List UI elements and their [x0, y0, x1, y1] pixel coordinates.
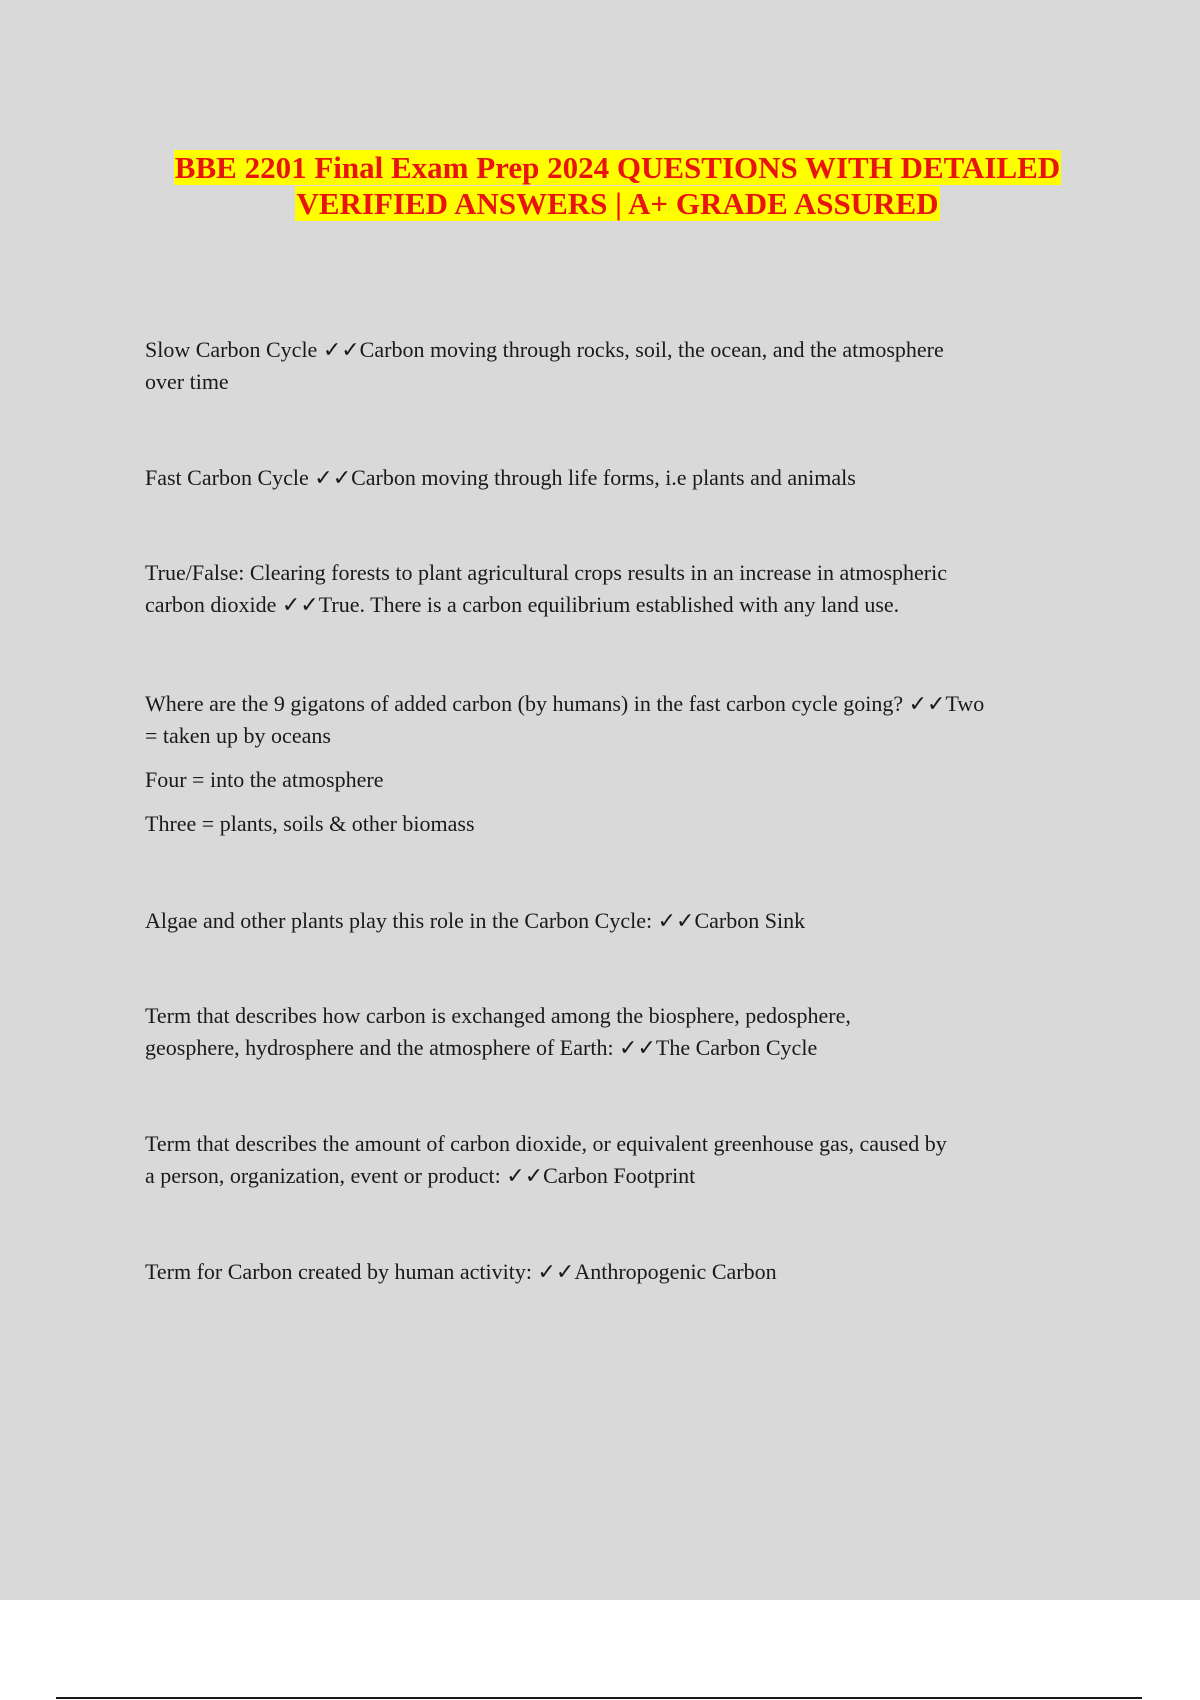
qa-line: Term for Carbon created by human activity: ✓✓Anthropogenic Carbon — [145, 1259, 777, 1284]
document-title — [120, 150, 1115, 222]
footer-divider — [56, 1697, 1142, 1699]
qa-entry-fast-carbon-cycle — [145, 462, 1080, 494]
qa-line: = taken up by oceans — [145, 723, 331, 748]
qa-entry-nine-gigatons — [145, 688, 1080, 840]
qa-entry-algae-role — [145, 905, 1080, 937]
qa-line: a person, organization, event or product: ✓✓Carbon Footprint — [145, 1163, 696, 1188]
qa-line: Term that describes how carbon is exchanged among the biosphere, pedosphere, — [145, 1003, 851, 1028]
qa-entry-carbon-footprint-term — [145, 1128, 1080, 1192]
qa-entry-clearing-forests — [145, 557, 1080, 621]
qa-line: Slow Carbon Cycle ✓✓Carbon moving through rocks, soil, the ocean, and the atmosphere — [145, 337, 944, 362]
qa-entry-carbon-exchange-term — [145, 1000, 1080, 1064]
qa-line: over time — [145, 369, 229, 394]
qa-line: Term that describes the amount of carbon dioxide, or equivalent greenhouse gas, caused by — [145, 1131, 947, 1156]
qa-line: Fast Carbon Cycle ✓✓Carbon moving through life forms, i.e plants and animals — [145, 465, 856, 490]
qa-line: carbon dioxide ✓✓True. There is a carbon equilibrium established with any land use. — [145, 592, 900, 617]
title-line-2: VERIFIED ANSWERS | A+ GRADE ASSURED — [296, 186, 939, 221]
qa-line: Algae and other plants play this role in the Carbon Cycle: ✓✓Carbon Sink — [145, 908, 806, 933]
qa-line: Three = plants, soils & other biomass — [145, 811, 475, 836]
qa-line: Four = into the atmosphere — [145, 767, 384, 792]
qa-entry-slow-carbon-cycle — [145, 334, 1080, 398]
qa-entry-anthropogenic-carbon-term — [145, 1256, 1080, 1288]
qa-line: geosphere, hydrosphere and the atmosphere of Earth: ✓✓The Carbon Cycle — [145, 1035, 818, 1060]
qa-line: Where are the 9 gigatons of added carbon (by humans) in the fast carbon cycle going? ✓✓Two — [145, 691, 985, 716]
qa-line: True/False: Clearing forests to plant agricultural crops results in an increase in atmospheric — [145, 560, 947, 585]
title-line-1: BBE 2201 Final Exam Prep 2024 QUESTIONS WITH DETAILED — [174, 150, 1061, 185]
